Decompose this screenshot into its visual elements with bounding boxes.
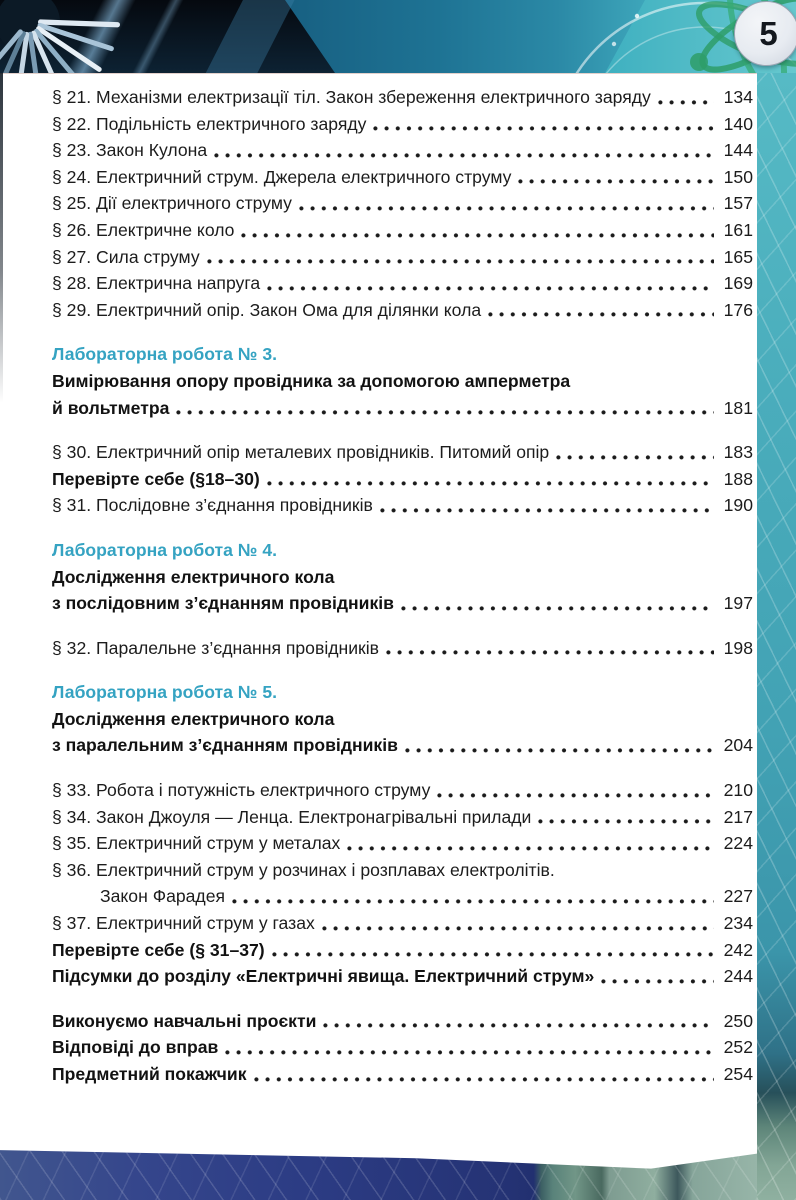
toc-entry (0, 679, 757, 706)
toc-entry (0, 732, 757, 759)
header-banner (0, 0, 796, 73)
toc-entry (0, 804, 757, 831)
toc-entry (0, 137, 757, 164)
header-decoration (0, 0, 796, 73)
toc-entry-page: 210 (723, 780, 753, 801)
dotted-leader (347, 846, 714, 851)
dotted-leader (437, 793, 714, 798)
toc-entry-page: 181 (723, 397, 753, 418)
toc-entry-title: § 25. Дії електричного струму (52, 193, 292, 214)
dotted-leader (232, 899, 714, 904)
toc-entry (0, 244, 757, 271)
dotted-leader (267, 286, 714, 291)
toc-entry-title: § 23. Закон Кулона (52, 140, 208, 161)
toc-entry-page: 197 (723, 593, 753, 614)
toc-entry (0, 1034, 757, 1061)
toc-entry-page: 183 (723, 442, 753, 463)
dotted-leader (380, 508, 714, 513)
page-number-badge (734, 1, 796, 66)
dotted-leader (214, 153, 714, 158)
toc-entry-page: 198 (723, 637, 753, 658)
toc-entry-page: 204 (723, 735, 753, 756)
toc-entry (0, 1061, 757, 1088)
toc-entry (0, 395, 757, 422)
toc-entry-page: 161 (723, 219, 753, 240)
toc-entry (0, 564, 757, 591)
toc-entry-title: § 32. Паралельне з’єднання провідників (52, 637, 379, 658)
toc-entry-title: Лабораторна робота № 5. (52, 682, 278, 703)
toc-entry-title: § 22. Подільність електричного заряду (52, 113, 367, 134)
toc-entry-title: § 31. Послідовне з’єднання провідників (52, 495, 373, 516)
toc-entry-page: 188 (723, 468, 753, 489)
dotted-leader (267, 481, 714, 486)
toc-entry-title: Закон Фарадея (100, 886, 226, 907)
toc-entry-page: 165 (723, 246, 753, 267)
dotted-leader (405, 748, 714, 753)
dotted-leader (556, 455, 714, 460)
dotted-leader (254, 1077, 714, 1082)
toc-entry-page: 176 (723, 299, 753, 320)
page-number: 5 (759, 14, 778, 52)
toc-entry (0, 84, 757, 111)
toc-entry-title: Вимірювання опору провідника за допомогою амперметра (52, 370, 571, 391)
toc-entry-page: 150 (723, 166, 753, 187)
toc-entry (0, 537, 757, 564)
toc-entry-title: Дослідження електричного кола (52, 566, 335, 587)
toc-entry-title: Лабораторна робота № 4. (52, 539, 278, 560)
toc-entry (0, 341, 757, 368)
toc-entry (0, 466, 757, 493)
toc-entry-page: 169 (723, 273, 753, 294)
dotted-leader (323, 1023, 714, 1028)
toc-entry-title: § 29. Електричний опір. Закон Ома для ділянки кола (52, 299, 482, 320)
toc-entry-title: § 26. Електричне коло (52, 219, 235, 240)
right-margin-strip (757, 73, 796, 1200)
toc-entry-title: § 35. Електричний струм у металах (52, 833, 341, 854)
toc-entry (0, 164, 757, 191)
dotted-leader (299, 206, 714, 211)
dotted-leader (225, 1050, 714, 1055)
dotted-leader (601, 979, 714, 984)
dotted-leader (176, 410, 714, 415)
toc-entry-page: 224 (723, 833, 753, 854)
dotted-leader (322, 926, 714, 931)
toc-entry (0, 963, 757, 990)
toc-entry (0, 937, 757, 964)
toc-entry (0, 217, 757, 244)
toc-entry-page: 217 (723, 806, 753, 827)
toc-entry-title: Дослідження електричного кола (52, 708, 335, 729)
table-of-contents (0, 84, 757, 1088)
toc-entry-title: Виконуємо навчальні проєкти (52, 1010, 317, 1031)
toc-entry-title: Відповіді до вправ (52, 1037, 219, 1058)
toc-entry (0, 368, 757, 395)
toc-entry (0, 883, 757, 910)
toc-entry-title: Перевірте себе (§ 31–37) (52, 939, 265, 960)
dotted-leader (538, 819, 714, 824)
toc-entry-page: 254 (723, 1064, 753, 1084)
toc-entry-title: § 28. Електрична напруга (52, 273, 261, 294)
toc-entry-title: § 21. Механізми електризації тіл. Закон збереження електричного заряду (52, 87, 651, 107)
toc-entry-page: 234 (723, 913, 753, 934)
dotted-leader (518, 179, 714, 184)
toc-entry-title: § 37. Електричний струм у газах (52, 913, 315, 934)
toc-entry-title: § 36. Електричний струм у розчинах і розплавах електролітів. (52, 859, 555, 880)
dotted-leader (386, 650, 714, 655)
toc-entry-page: 244 (723, 966, 753, 987)
dotted-leader (488, 312, 714, 317)
toc-entry (0, 439, 757, 466)
toc-entry-title: з послідовним з’єднанням провідників (52, 593, 394, 614)
toc-entry-page: 157 (723, 193, 753, 214)
toc-entry (0, 910, 757, 937)
toc-entry-title: Предметний покажчик (52, 1064, 247, 1084)
toc-entry (0, 777, 757, 804)
toc-entry (0, 1008, 757, 1035)
dotted-leader (658, 100, 714, 105)
toc-entry (0, 297, 757, 324)
dotted-leader (207, 259, 714, 264)
toc-entry-title: з паралельним з’єднанням провідників (52, 735, 398, 756)
toc-entry-page: 144 (723, 140, 753, 161)
toc-entry-title: § 34. Закон Джоуля — Ленца. Електронагрівальні прилади (52, 806, 532, 827)
toc-entry (0, 590, 757, 617)
dotted-leader (373, 126, 714, 131)
footer-banner (0, 1142, 757, 1200)
toc-entry-title: § 24. Електричний струм. Джерела електричного струму (52, 166, 512, 187)
toc-entry-page: 252 (723, 1037, 753, 1058)
toc-entry-title: Перевірте себе (§18–30) (52, 468, 260, 489)
toc-entry-page: 227 (723, 886, 753, 907)
toc-entry-page: 134 (723, 87, 753, 107)
dotted-leader (272, 952, 714, 957)
toc-entry-title: § 27. Сила струму (52, 246, 200, 267)
toc-entry (0, 830, 757, 857)
toc-entry (0, 190, 757, 217)
toc-entry-page: 242 (723, 939, 753, 960)
toc-entry-page: 250 (723, 1010, 753, 1031)
toc-entry-title: Підсумки до розділу «Електричні явища. Електричний струм» (52, 966, 595, 987)
toc-entry-title: § 33. Робота і потужність електричного струму (52, 780, 431, 801)
toc-entry (0, 111, 757, 138)
toc-entry-title: й вольтметра (52, 397, 170, 418)
toc-entry (0, 270, 757, 297)
toc-entry (0, 706, 757, 733)
dotted-leader (401, 606, 714, 611)
toc-entry-title: Лабораторна робота № 3. (52, 344, 278, 365)
toc-entry-page: 190 (723, 495, 753, 516)
toc-entry (0, 635, 757, 662)
dotted-leader (241, 233, 714, 238)
toc-entry (0, 857, 757, 884)
toc-entry-page: 140 (723, 113, 753, 134)
toc-entry-title: § 30. Електричний опір металевих провідників. Питомий опір (52, 442, 550, 463)
toc-entry (0, 492, 757, 519)
